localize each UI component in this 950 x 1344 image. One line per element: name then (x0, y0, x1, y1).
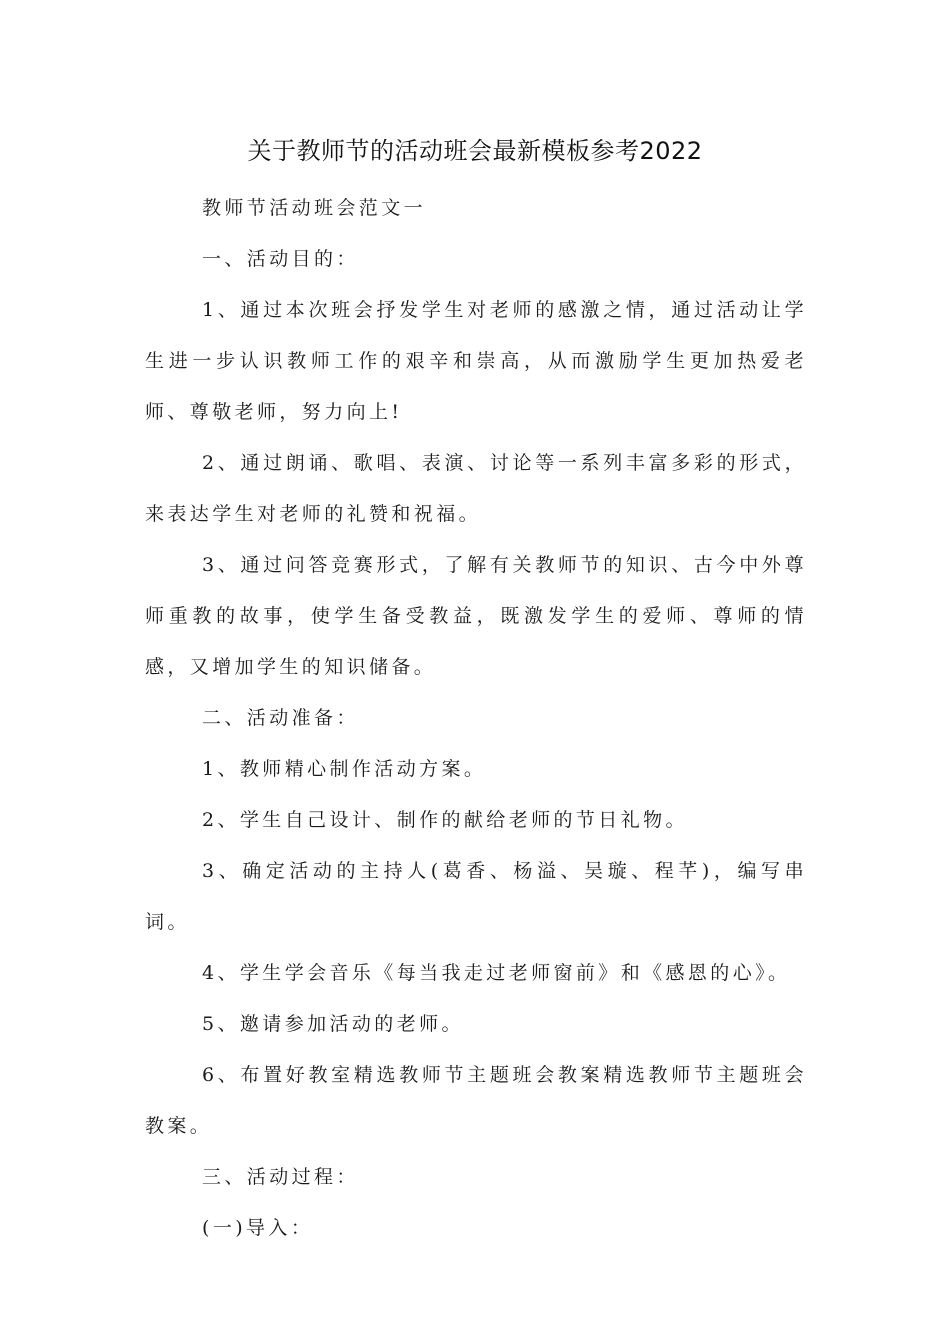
body-paragraph: 2、通过朗诵、歌唱、表演、讨论等一系列丰富多彩的形式，来表达学生对老师的礼赞和祝福。 (145, 452, 807, 525)
body-paragraph: 5、邀请参加活动的老师。 (202, 1013, 464, 1035)
body-paragraph: 3、确定活动的主持人(葛香、杨溢、吴璇、程芊)，编写串词。 (145, 860, 807, 933)
body-paragraph: 2、学生自己设计、制作的献给老师的节日礼物。 (202, 809, 688, 831)
body-paragraph: 3、通过问答竞赛形式，了解有关教师节的知识、古今中外尊师重教的故事，使学生备受教益，既激发学生的爱师、尊师的情感，又增加学生的知识储备。 (145, 554, 807, 678)
document-title: 关于教师节的活动班会最新模板参考2022 (247, 137, 703, 165)
section-heading: 三、活动过程： (202, 1166, 359, 1188)
section-heading: 一、活动目的： (202, 248, 359, 270)
body-paragraph: 1、教师精心制作活动方案。 (202, 758, 487, 780)
body-paragraph: 4、学生学会音乐《每当我走过老师窗前》和《感恩的心》。 (202, 962, 791, 984)
body-paragraph: 1、通过本次班会抒发学生对老师的感激之情，通过活动让学生进一步认识教师工作的艰辛和崇高，从而激励学生更加热爱老师、尊敬老师，努力向上! (145, 299, 807, 423)
section-heading: 教师节活动班会范文一 (202, 197, 427, 219)
body-paragraph: 6、布置好教室精选教师节主题班会教案精选教师节主题班会教案。 (145, 1064, 807, 1137)
document-body (145, 183, 807, 1254)
section-heading: (一)导入： (202, 1217, 314, 1239)
section-heading: 二、活动准备： (202, 707, 359, 729)
